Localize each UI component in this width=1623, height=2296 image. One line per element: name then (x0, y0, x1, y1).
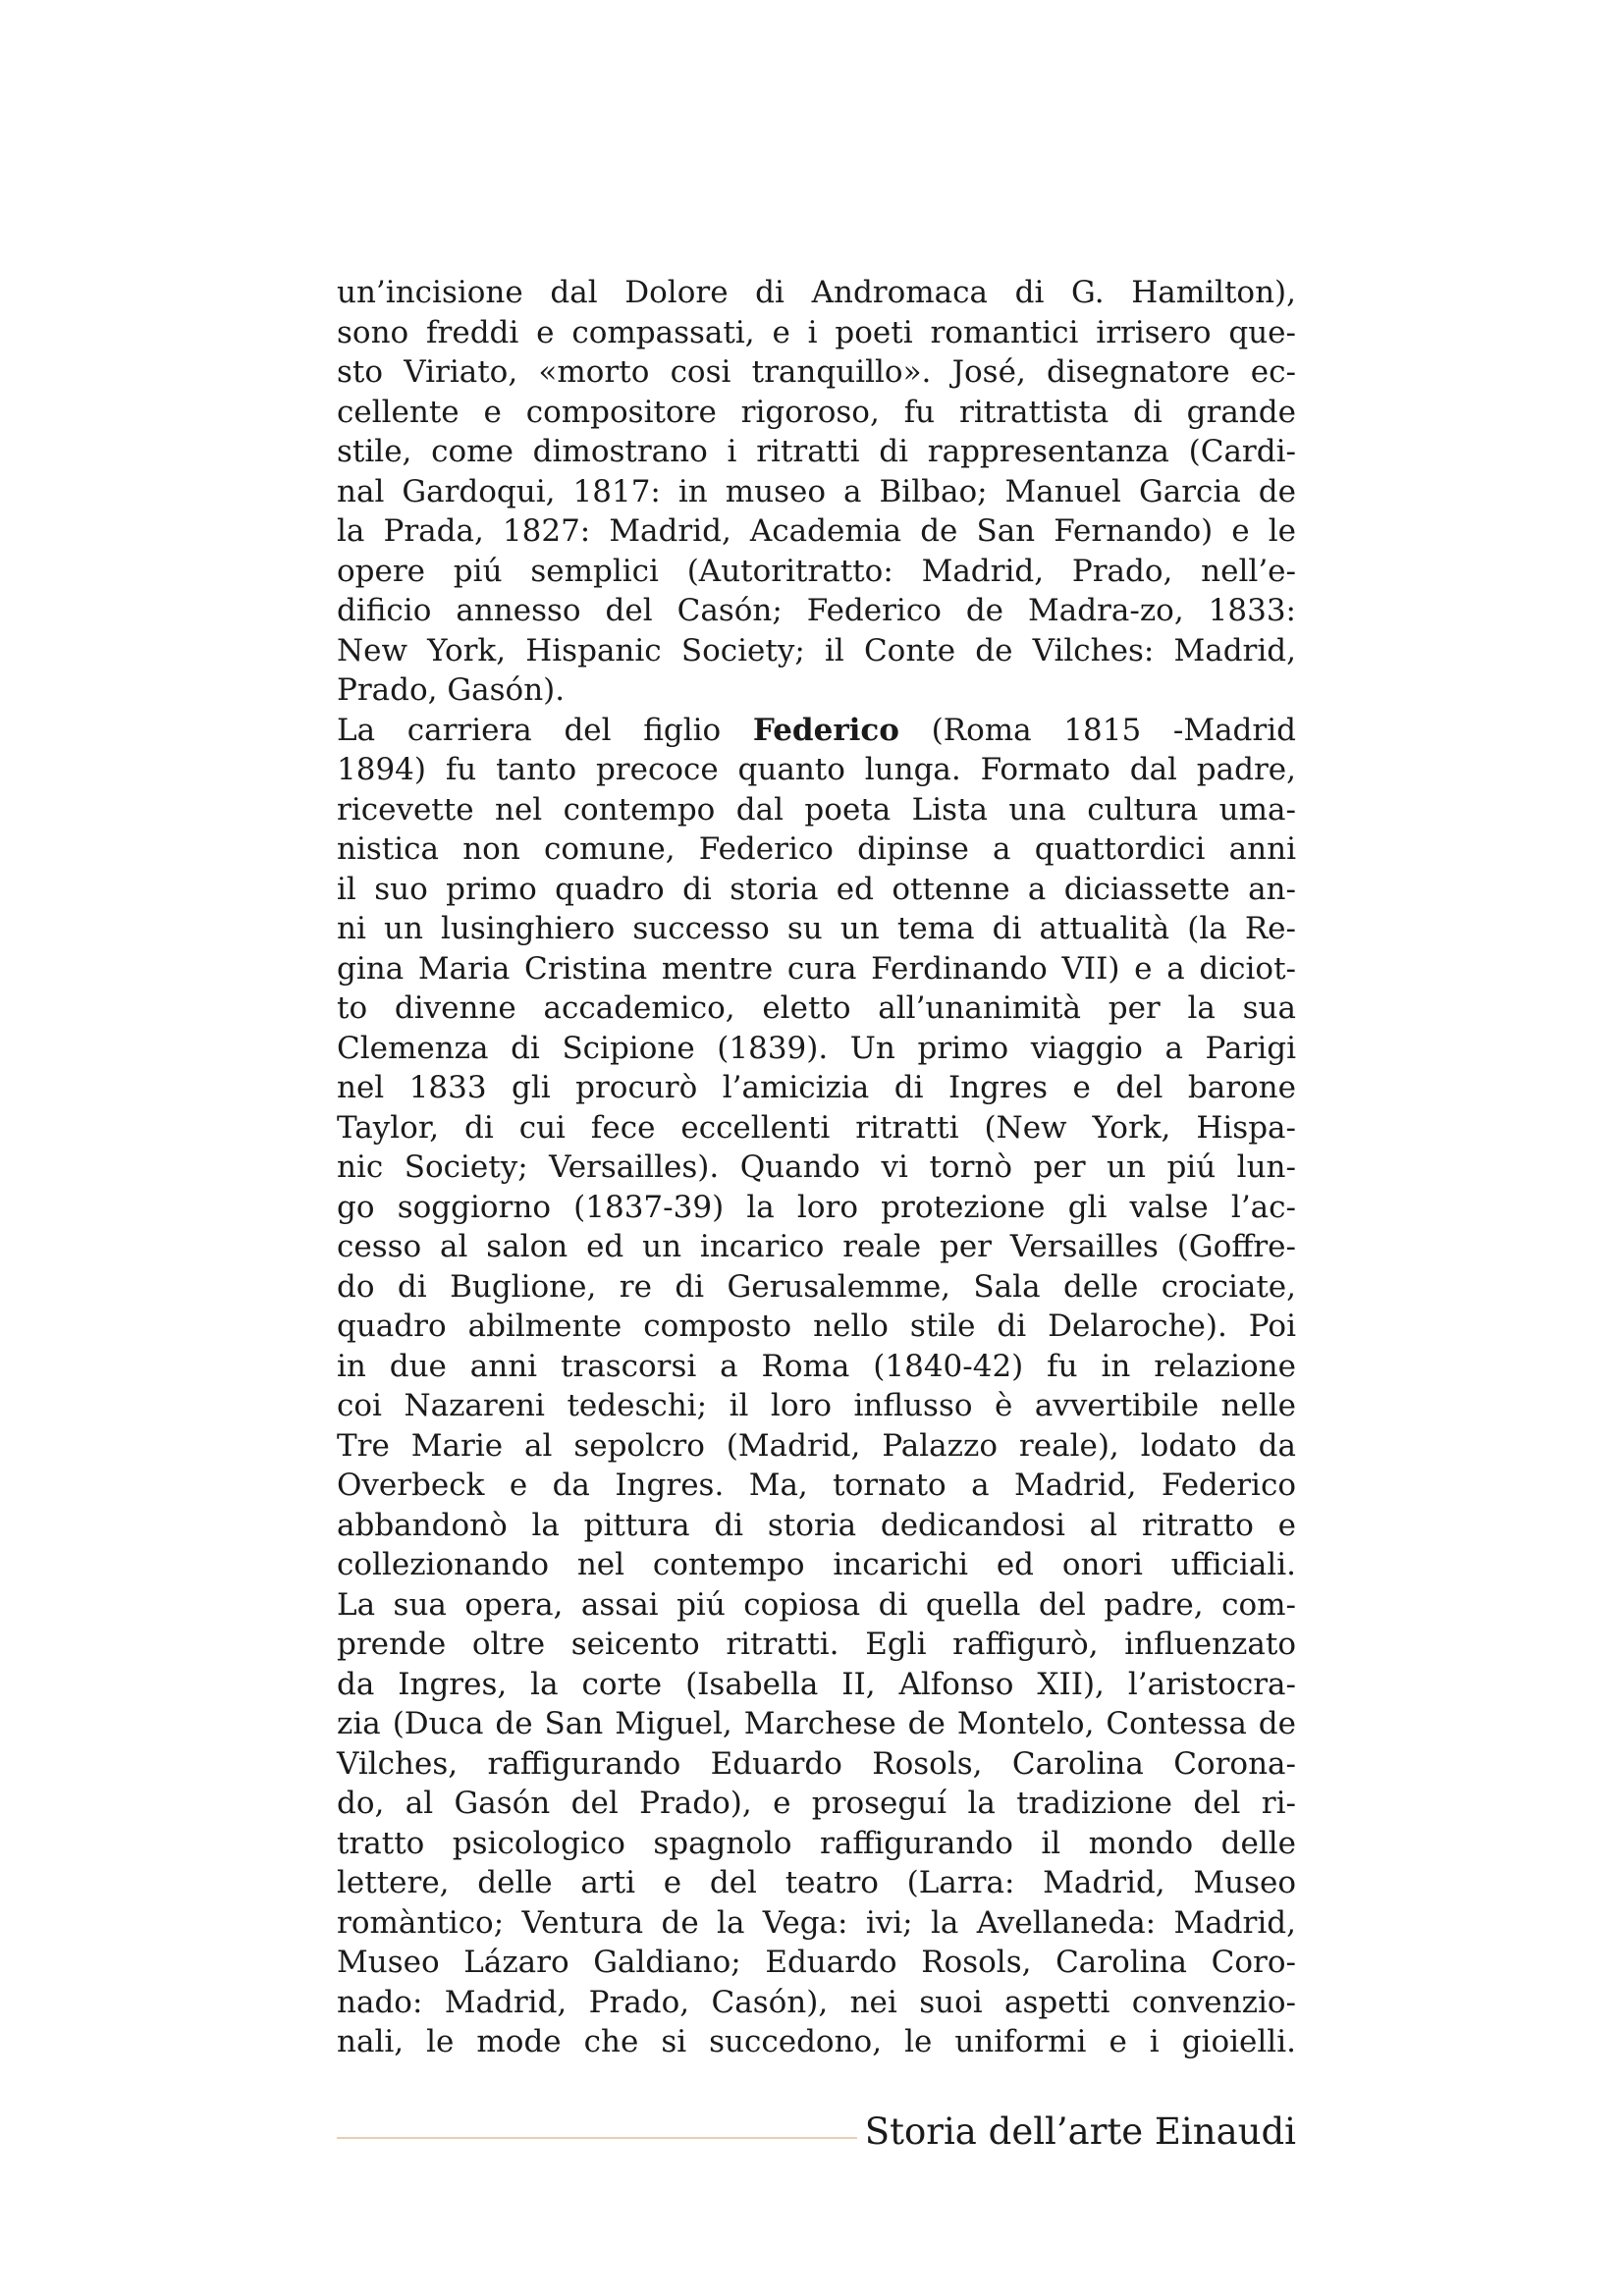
text-line: stile, come dimostrano i ritratti di rappresentanza (Cardi- (337, 434, 1296, 469)
text-line: da Ingres, la corte (Isabella II, Alfonso XII), l’aristocra- (337, 1666, 1296, 1702)
text-line: un’incisione dal Dolore di Andromaca di G. Hamilton), (337, 275, 1296, 310)
text-line: nal Gardoqui, 1817: in museo a Bilbao; Manuel Garcia de (337, 473, 1296, 509)
text-line: Museo Lázaro Galdiano; Eduardo Rosols, Carolina Coro- (337, 1945, 1296, 1980)
text-line: opere piú semplici (Autoritratto: Madrid, Prado, nell’e- (337, 553, 1296, 589)
text-line: go soggiorno (1837-39) la loro protezione gli valse l’ac- (337, 1189, 1296, 1225)
text-line: do, al Gasón del Prado), e proseguí la tradizione del ri- (337, 1786, 1296, 1821)
text-line: Prado, Gasón). (337, 672, 566, 708)
text-line: sono freddi e compassati, e i poeti romantici irrisero que- (337, 314, 1296, 350)
text-line: ricevette nel contempo dal poeta Lista una cultura uma- (337, 791, 1296, 828)
text-line: zia (Duca de San Miguel, Marchese de Montelo, Contessa de (337, 1706, 1296, 1741)
text-line: coi Nazareni tedeschi; il loro influsso è avvertibile nelle (337, 1388, 1296, 1423)
text-line: quadro abilmente composto nello stile di Delaroche). Poi (337, 1308, 1296, 1344)
text-line: to divenne accademico, eletto all’unanimità per la sua (337, 990, 1296, 1026)
footer-title: Storia dell’arte Einaudi (864, 2110, 1296, 2153)
bold-name: Federico (752, 712, 899, 748)
text-line: Overbeck e da Ingres. Ma, tornato a Madrid, Federico (337, 1468, 1296, 1503)
text-line: La carriera del figlio Federico (Roma 1815 -Madrid (337, 712, 1296, 748)
text-line: Clemenza di Scipione (1839). Un primo viaggio a Parigi (337, 1030, 1296, 1066)
text-line: do di Buglione, re di Gerusalemme, Sala delle crociate, (337, 1268, 1296, 1305)
text-line: tratto psicologico spagnolo raffigurando il mondo delle (337, 1825, 1296, 1861)
text-line: cellente e compositore rigoroso, fu ritrattista di grande (337, 394, 1296, 430)
paragraph-federico (337, 711, 1296, 2062)
body-text (337, 273, 1296, 2062)
text-line: La sua opera, assai piú copiosa di quella del padre, com- (337, 1586, 1296, 1623)
text-line: dificio annesso del Casón; Federico de Madra-zo, 1833: (337, 593, 1296, 628)
text-line: il suo primo quadro di storia ed ottenne a diciassette an- (337, 871, 1296, 907)
paragraph-jose (337, 273, 1296, 711)
text-line: cesso al salon ed un incarico reale per Versailles (Goffre- (337, 1229, 1296, 1264)
text-line: ni un lusinghiero successo su un tema di attualità (la Re- (337, 911, 1296, 946)
text-line: sto Viriato, «morto cosi tranquillo». José, disegnatore ec- (337, 354, 1296, 390)
text-line: nic Society; Versailles). Quando vi tornò per un piú lun- (337, 1149, 1296, 1185)
text-line: prende oltre seicento ritratti. Egli raffigurò, influenzato (337, 1627, 1296, 1662)
text-line: Tre Marie al sepolcro (Madrid, Palazzo reale), lodato da (337, 1427, 1296, 1464)
text-line: Vilches, raffigurando Eduardo Rosols, Carolina Corona- (337, 1745, 1296, 1782)
text-line: nado: Madrid, Prado, Casón), nei suoi aspetti convenzio- (337, 1984, 1296, 2020)
text-line: romàntico; Ventura de la Vega: ivi; la Avellaneda: Madrid, (337, 1904, 1296, 1941)
text-line: abbandonò la pittura di storia dedicandosi al ritratto e (337, 1507, 1296, 1543)
text-line: New York, Hispanic Society; il Conte de Vilches: Madrid, (337, 632, 1296, 668)
text-line: Taylor, di cui fece eccellenti ritratti (New York, Hispa- (337, 1109, 1296, 1146)
text-line: nistica non comune, Federico dipinse a quattordici anni (337, 831, 1296, 867)
text-line: collezionando nel contempo incarichi ed onori ufficiali. (337, 1547, 1296, 1582)
text-line: gina Maria Cristina mentre cura Ferdinando VII) e a diciot- (337, 950, 1296, 987)
text-line: nel 1833 gli procurò l’amicizia di Ingres e del barone (337, 1070, 1296, 1105)
footer-rule (337, 2137, 857, 2139)
text-line: in due anni trascorsi a Roma (1840-42) fu in relazione (337, 1348, 1296, 1384)
text-line: la Prada, 1827: Madrid, Academia de San Fernando) e le (337, 513, 1296, 549)
text-line: lettere, delle arti e del teatro (Larra: Madrid, Museo (337, 1865, 1296, 1900)
text-line: nali, le mode che si succedono, le uniformi e i gioielli. (337, 2024, 1296, 2059)
text-line: 1894) fu tanto precoce quanto lunga. Formato dal padre, (337, 752, 1296, 787)
